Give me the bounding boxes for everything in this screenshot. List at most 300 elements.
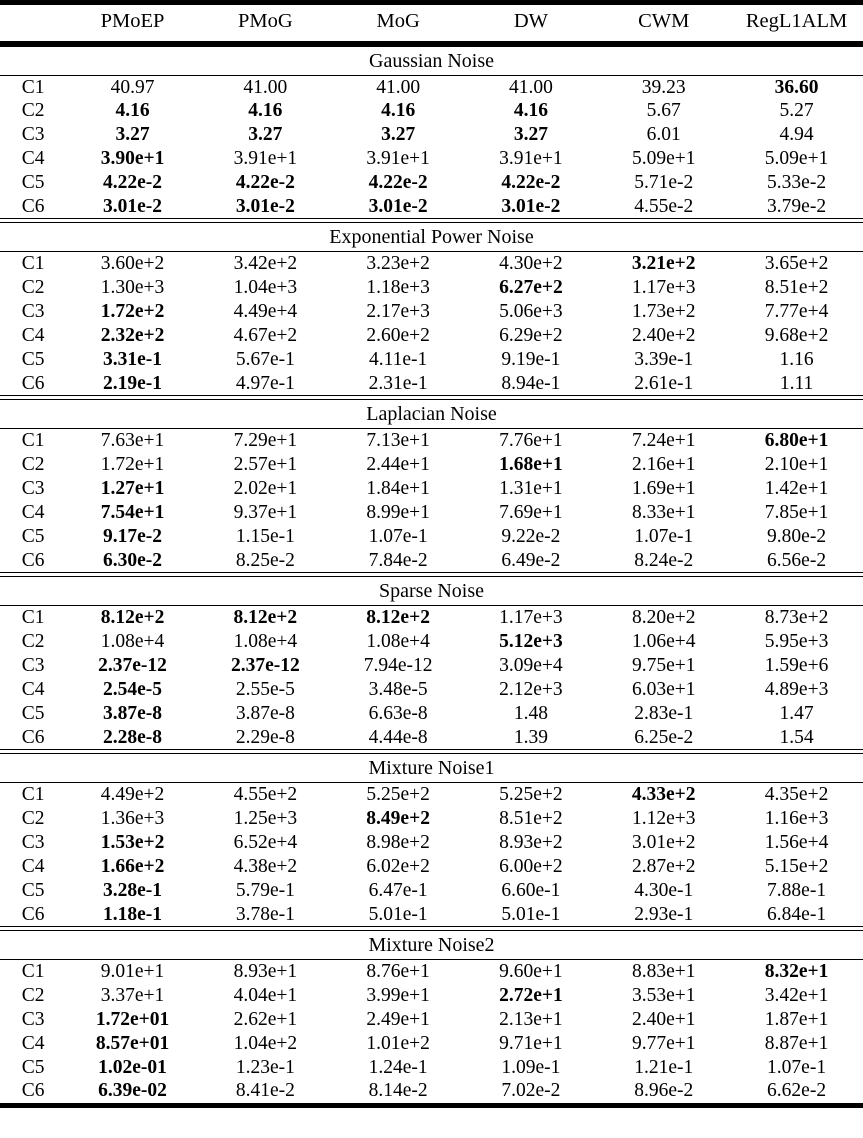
cell-c2-regl1alm: 8.51e+2: [764, 277, 829, 299]
cell-c6-regl1alm: 6.84e-1: [767, 903, 827, 925]
cell-c5-pmoep: 3.28e-1: [103, 879, 163, 901]
cell-c1-regl1alm: 4.35e+2: [764, 784, 829, 806]
cell-c6-cwm: 2.93e-1: [634, 903, 694, 925]
table-row: [0, 276, 863, 300]
cell-c2-pmog: 4.04e+1: [233, 985, 298, 1007]
cell-c3-regl1alm: 7.77e+4: [764, 301, 829, 323]
cell-c2-mog: 2.44e+1: [366, 454, 430, 476]
section-title-row: [0, 754, 863, 783]
cell-c6-dw: 7.02e-2: [501, 1080, 561, 1102]
cell-c6-cwm: 6.25e-2: [634, 726, 694, 748]
cell-c2-pmoep: 1.36e+3: [100, 808, 165, 830]
cell-c3-cwm: 1.69e+1: [631, 478, 696, 500]
cell-c3-pmog: 2.37e-12: [230, 655, 300, 677]
cell-c3-dw: 1.31e+1: [499, 478, 563, 500]
cell-c6-regl1alm: 1.54: [779, 726, 814, 748]
cell-c1-dw: 4.30e+2: [499, 253, 563, 275]
table-row: [0, 855, 863, 879]
cell-c5-regl1alm: 7.88e-1: [767, 879, 827, 901]
cell-c2-mog: 1.18e+3: [366, 277, 430, 299]
cell-c4-dw: 6.29e+2: [499, 324, 563, 346]
section-title-exponential-power-noise: Exponential Power Noise: [329, 226, 534, 249]
cell-c6-pmoep: 6.39e-02: [98, 1080, 167, 1102]
table-row: [0, 76, 863, 100]
cell-c4-mog: 8.99e+1: [366, 501, 430, 523]
row-label-c3: C3: [21, 124, 45, 146]
cell-c2-pmog: 1.04e+3: [233, 277, 298, 299]
section-title-gaussian-noise: Gaussian Noise: [369, 49, 494, 72]
cell-c1-pmog: 3.42e+2: [233, 253, 298, 275]
row-label-c2: C2: [21, 631, 45, 653]
cell-c6-cwm: 2.61e-1: [634, 372, 694, 394]
cell-c4-cwm: 9.77e+1: [631, 1032, 696, 1054]
cell-c5-dw: 9.19e-1: [501, 348, 561, 370]
cell-c5-regl1alm: 1.07e-1: [767, 1056, 827, 1078]
section-title-row: [0, 223, 863, 252]
cell-c1-pmog: 7.29e+1: [233, 430, 298, 452]
cell-c4-pmog: 4.38e+2: [233, 855, 298, 877]
cell-c5-regl1alm: 9.80e-2: [767, 525, 827, 547]
cell-c6-pmog: 2.29e-8: [235, 726, 295, 748]
row-label-c6: C6: [21, 903, 45, 925]
cell-c4-pmog: 4.67e+2: [233, 324, 298, 346]
table-row: [0, 372, 863, 396]
cell-c5-dw: 1.48: [513, 702, 548, 724]
cell-c6-pmog: 4.97e-1: [235, 372, 295, 394]
row-label-c5: C5: [21, 525, 45, 547]
row-label-c3: C3: [21, 655, 45, 677]
table-row: [0, 348, 863, 372]
table-row: [0, 1008, 863, 1032]
cell-c6-regl1alm: 6.62e-2: [767, 1080, 827, 1102]
cell-c4-pmoep: 8.57e+01: [95, 1032, 170, 1054]
cell-c3-mog: 2.49e+1: [366, 1009, 430, 1030]
cell-c6-mog: 5.01e-1: [368, 903, 428, 925]
table-row: [0, 501, 863, 525]
cell-c1-cwm: 8.20e+2: [631, 607, 696, 629]
cell-c6-pmoep: 1.18e-1: [103, 903, 163, 925]
cell-c1-pmog: 8.93e+1: [233, 961, 298, 983]
cell-c4-pmoep: 3.90e+1: [100, 147, 165, 169]
cell-c6-cwm: 8.24e-2: [634, 549, 694, 571]
column-header-regl1alm: RegL1ALM: [745, 10, 848, 32]
cell-c5-cwm: 1.21e-1: [634, 1056, 694, 1078]
cell-c6-mog: 7.84e-2: [368, 549, 428, 571]
cell-c5-cwm: 2.83e-1: [634, 702, 694, 724]
cell-c6-pmoep: 3.01e-2: [103, 195, 163, 217]
cell-c6-mog: 2.31e-1: [368, 372, 428, 394]
cell-c3-pmoep: 1.72e+01: [95, 1009, 170, 1030]
cell-c6-dw: 6.49e-2: [501, 549, 561, 571]
cell-c1-cwm: 8.83e+1: [631, 961, 696, 983]
row-label-c6: C6: [21, 726, 45, 748]
cell-c2-regl1alm: 5.95e+3: [764, 631, 829, 653]
cell-c5-pmog: 4.22e-2: [235, 171, 295, 193]
row-label-c3: C3: [21, 478, 45, 500]
cell-c5-regl1alm: 1.47: [779, 702, 814, 724]
cell-c6-pmog: 8.25e-2: [235, 549, 295, 571]
cell-c4-dw: 3.91e+1: [499, 147, 563, 169]
cell-c1-pmog: 4.55e+2: [233, 784, 298, 806]
cell-c3-pmoep: 1.27e+1: [100, 478, 165, 500]
row-label-c4: C4: [21, 501, 45, 523]
cell-c1-regl1alm: 3.65e+2: [764, 253, 829, 275]
cell-c1-cwm: 3.21e+2: [631, 253, 696, 275]
cell-c4-cwm: 6.03e+1: [631, 678, 696, 700]
cell-c6-dw: 1.39: [513, 726, 548, 748]
cell-c4-dw: 9.71e+1: [499, 1032, 563, 1054]
table-row: [0, 429, 863, 453]
cell-c2-pmoep: 1.08e+4: [100, 631, 165, 653]
cell-c1-pmoep: 9.01e+1: [100, 961, 165, 983]
cell-c4-regl1alm: 4.89e+3: [764, 678, 829, 700]
cell-c4-mog: 2.60e+2: [366, 324, 430, 346]
cell-c2-dw: 1.68e+1: [499, 454, 563, 476]
table-row: [0, 630, 863, 654]
cell-c5-pmog: 5.79e-1: [235, 879, 295, 901]
cell-c5-dw: 4.22e-2: [501, 171, 561, 193]
section-title-sparse-noise: Sparse Noise: [379, 580, 484, 603]
cell-c1-pmoep: 4.49e+2: [100, 784, 165, 806]
table-row: [0, 453, 863, 477]
cell-c4-mog: 3.48e-5: [368, 678, 428, 700]
cell-c5-pmog: 5.67e-1: [235, 348, 295, 370]
row-label-c4: C4: [21, 147, 45, 169]
cell-c5-mog: 4.11e-1: [368, 348, 428, 370]
table-row: [0, 477, 863, 501]
cell-c4-dw: 2.12e+3: [499, 678, 563, 700]
table-row: [0, 984, 863, 1008]
row-label-c1: C1: [21, 430, 45, 452]
row-label-c2: C2: [21, 454, 45, 476]
row-label-c1: C1: [21, 961, 45, 983]
cell-c5-pmoep: 4.22e-2: [103, 171, 163, 193]
cell-c3-cwm: 6.01: [646, 124, 681, 146]
cell-c3-cwm: 1.73e+2: [631, 301, 696, 323]
cell-c6-cwm: 4.55e-2: [634, 195, 694, 217]
cell-c4-mog: 6.02e+2: [366, 855, 430, 877]
cell-c4-pmoep: 1.66e+2: [100, 855, 165, 877]
cell-c2-cwm: 5.67: [646, 100, 681, 122]
cell-c1-pmoep: 3.60e+2: [100, 253, 165, 275]
cell-c2-pmoep: 1.72e+1: [100, 454, 165, 476]
cell-c3-dw: 8.93e+2: [499, 832, 563, 854]
cell-c2-regl1alm: 2.10e+1: [764, 454, 829, 476]
cell-c3-pmog: 2.62e+1: [233, 1009, 298, 1030]
cell-c2-pmog: 2.57e+1: [233, 454, 298, 476]
cell-c5-cwm: 4.30e-1: [634, 879, 694, 901]
cell-c6-dw: 8.94e-1: [501, 372, 561, 394]
cell-c2-pmog: 4.16: [248, 100, 283, 122]
table-row: [0, 1056, 863, 1080]
cell-c5-cwm: 1.07e-1: [634, 525, 694, 547]
cell-c5-mog: 1.07e-1: [368, 525, 428, 547]
cell-c3-regl1alm: 1.87e+1: [764, 1009, 829, 1030]
cell-c4-pmoep: 7.54e+1: [100, 501, 165, 523]
cell-c1-cwm: 7.24e+1: [631, 430, 696, 452]
cell-c6-dw: 3.01e-2: [501, 195, 561, 217]
cell-c5-cwm: 3.39e-1: [634, 348, 694, 370]
cell-c2-mog: 3.99e+1: [366, 985, 430, 1007]
row-label-c4: C4: [21, 678, 45, 700]
cell-c6-dw: 5.01e-1: [501, 903, 561, 925]
cell-c2-pmoep: 1.30e+3: [100, 277, 165, 299]
row-label-c2: C2: [21, 985, 45, 1007]
cell-c4-cwm: 2.40e+2: [631, 324, 696, 346]
cell-c4-pmog: 9.37e+1: [233, 501, 298, 523]
cell-c5-pmog: 1.23e-1: [235, 1056, 295, 1078]
cell-c1-regl1alm: 8.32e+1: [764, 961, 829, 983]
cell-c1-regl1alm: 6.80e+1: [764, 430, 829, 452]
cell-c5-pmog: 1.15e-1: [235, 525, 295, 547]
cell-c5-mog: 6.47e-1: [368, 879, 428, 901]
cell-c4-regl1alm: 8.87e+1: [764, 1032, 829, 1054]
cell-c4-regl1alm: 5.15e+2: [764, 855, 829, 877]
table-row: [0, 807, 863, 831]
table-row: [0, 252, 863, 276]
table-row: [0, 702, 863, 726]
cell-c6-regl1alm: 1.11: [779, 372, 814, 394]
column-header-dw: DW: [513, 10, 548, 32]
cell-c2-mog: 1.08e+4: [366, 631, 430, 653]
table-header-row: [0, 5, 863, 44]
cell-c1-dw: 7.76e+1: [499, 430, 563, 452]
cell-c4-pmog: 3.91e+1: [233, 147, 298, 169]
cell-c6-mog: 4.44e-8: [368, 726, 428, 748]
cell-c2-regl1alm: 5.27: [779, 100, 814, 122]
cell-c5-pmoep: 3.87e-8: [103, 702, 163, 724]
table-row: [0, 654, 863, 678]
cell-c1-mog: 7.13e+1: [366, 430, 430, 452]
cell-c5-dw: 9.22e-2: [501, 525, 561, 547]
cell-c3-pmog: 3.27: [248, 124, 283, 146]
cell-c1-pmoep: 8.12e+2: [100, 607, 165, 629]
table-row: [0, 960, 863, 984]
cell-c4-mog: 1.01e+2: [366, 1032, 430, 1054]
row-label-c6: C6: [21, 195, 45, 217]
cell-c6-pmog: 8.41e-2: [235, 1080, 295, 1102]
cell-c3-pmog: 2.02e+1: [233, 478, 298, 500]
cell-c3-regl1alm: 4.94: [779, 124, 814, 146]
cell-c6-regl1alm: 6.56e-2: [767, 549, 827, 571]
row-label-c5: C5: [21, 702, 45, 724]
cell-c3-mog: 8.98e+2: [366, 832, 430, 854]
cell-c2-cwm: 1.17e+3: [631, 277, 696, 299]
cell-c1-regl1alm: 8.73e+2: [764, 607, 829, 629]
cell-c4-regl1alm: 7.85e+1: [764, 501, 829, 523]
section-title-row: [0, 931, 863, 960]
row-label-c5: C5: [21, 1056, 45, 1078]
cell-c5-pmoep: 1.02e-01: [98, 1056, 167, 1078]
row-label-c4: C4: [21, 324, 45, 346]
cell-c4-pmog: 2.55e-5: [235, 678, 295, 700]
cell-c4-pmog: 1.04e+2: [233, 1032, 298, 1054]
cell-c1-cwm: 39.23: [641, 76, 686, 98]
row-label-c1: C1: [21, 607, 45, 629]
section-title-mixture-noise2: Mixture Noise2: [368, 934, 495, 957]
cell-c2-dw: 2.72e+1: [499, 985, 563, 1007]
cell-c3-dw: 3.09e+4: [499, 655, 563, 677]
table-row: [0, 195, 863, 219]
cell-c3-dw: 3.27: [513, 124, 548, 146]
cell-c3-cwm: 3.01e+2: [631, 832, 696, 854]
cell-c2-pmog: 1.08e+4: [233, 631, 298, 653]
cell-c6-pmoep: 6.30e-2: [103, 549, 163, 571]
cell-c1-mog: 8.12e+2: [366, 607, 430, 629]
cell-c3-mog: 3.27: [381, 124, 416, 146]
cell-c3-regl1alm: 1.56e+4: [764, 832, 829, 854]
table-row: [0, 324, 863, 348]
cell-c3-pmog: 6.52e+4: [233, 832, 298, 854]
cell-c5-mog: 4.22e-2: [368, 171, 428, 193]
table-row: [0, 831, 863, 855]
cell-c2-cwm: 3.53e+1: [631, 985, 696, 1007]
cell-c2-dw: 8.51e+2: [499, 808, 563, 830]
cell-c4-mog: 3.91e+1: [366, 147, 430, 169]
table-bottom-rule: [0, 1106, 863, 1109]
cell-c1-mog: 3.23e+2: [366, 253, 430, 275]
table-row: [0, 726, 863, 750]
cell-c6-pmog: 3.01e-2: [235, 195, 295, 217]
cell-c1-regl1alm: 36.60: [774, 76, 819, 98]
cell-c6-mog: 8.14e-2: [368, 1080, 428, 1102]
cell-c1-mog: 8.76e+1: [366, 961, 430, 983]
cell-c2-dw: 5.12e+3: [499, 631, 563, 653]
cell-c5-dw: 1.09e-1: [501, 1056, 561, 1078]
row-label-c6: C6: [21, 1080, 45, 1102]
cell-c5-pmog: 3.87e-8: [235, 702, 295, 724]
cell-c3-dw: 5.06e+3: [499, 301, 563, 323]
table-row: [0, 525, 863, 549]
table-row: [0, 99, 863, 123]
cell-c5-pmoep: 9.17e-2: [103, 525, 163, 547]
header-corner-cell: [0, 5, 66, 44]
row-label-c4: C4: [21, 855, 45, 877]
column-header-cwm: CWM: [638, 10, 690, 32]
table-row: [0, 147, 863, 171]
row-label-c2: C2: [21, 100, 45, 122]
cell-c2-cwm: 1.06e+4: [631, 631, 696, 653]
cell-c3-pmoep: 3.27: [115, 124, 150, 146]
row-label-c3: C3: [21, 301, 45, 323]
table-row: [0, 1032, 863, 1056]
cell-c1-pmog: 41.00: [243, 76, 288, 98]
table-row: [0, 123, 863, 147]
row-label-c6: C6: [21, 549, 45, 571]
cell-c3-cwm: 9.75e+1: [631, 655, 696, 677]
cell-c1-mog: 5.25e+2: [366, 784, 430, 806]
cell-c1-cwm: 4.33e+2: [631, 784, 696, 806]
row-label-c5: C5: [21, 879, 45, 901]
cell-c4-regl1alm: 5.09e+1: [764, 147, 829, 169]
cell-c3-pmog: 4.49e+4: [233, 301, 298, 323]
cell-c1-dw: 1.17e+3: [499, 607, 563, 629]
cell-c5-mog: 6.63e-8: [368, 702, 428, 724]
row-label-c2: C2: [21, 277, 45, 299]
cell-c3-pmoep: 1.53e+2: [100, 832, 165, 854]
cell-c3-dw: 2.13e+1: [499, 1009, 563, 1030]
section-title-row: [0, 400, 863, 429]
cell-c4-cwm: 5.09e+1: [631, 147, 696, 169]
row-label-c5: C5: [21, 171, 45, 193]
cell-c5-cwm: 5.71e-2: [634, 171, 694, 193]
table-row: [0, 549, 863, 573]
row-label-c2: C2: [21, 808, 45, 830]
cell-c4-regl1alm: 9.68e+2: [764, 324, 829, 346]
cell-c3-mog: 2.17e+3: [366, 301, 430, 323]
cell-c5-mog: 1.24e-1: [368, 1056, 428, 1078]
cell-c1-dw: 41.00: [508, 76, 553, 98]
table-row: [0, 1079, 863, 1105]
row-label-c4: C4: [21, 1032, 45, 1054]
table-row: [0, 678, 863, 702]
cell-c1-pmoep: 7.63e+1: [100, 430, 165, 452]
cell-c2-mog: 4.16: [381, 100, 416, 122]
cell-c1-pmoep: 40.97: [110, 76, 155, 98]
section-title-row: [0, 577, 863, 606]
cell-c1-dw: 9.60e+1: [499, 961, 563, 983]
cell-c2-regl1alm: 3.42e+1: [764, 985, 829, 1007]
cell-c1-pmog: 8.12e+2: [233, 607, 298, 629]
cell-c3-regl1alm: 1.42e+1: [764, 478, 829, 500]
cell-c3-mog: 7.94e-12: [363, 655, 433, 677]
row-label-c5: C5: [21, 348, 45, 370]
cell-c4-dw: 6.00e+2: [499, 855, 563, 877]
cell-c3-cwm: 2.40e+1: [631, 1009, 696, 1030]
cell-c5-regl1alm: 1.16: [779, 348, 814, 370]
cell-c5-pmoep: 3.31e-1: [103, 348, 163, 370]
cell-c2-cwm: 2.16e+1: [631, 454, 696, 476]
section-title-laplacian-noise: Laplacian Noise: [366, 403, 497, 426]
column-header-pmoep: PMoEP: [100, 10, 165, 32]
cell-c2-pmoep: 3.37e+1: [100, 985, 165, 1007]
cell-c2-dw: 6.27e+2: [499, 277, 563, 299]
table-row: [0, 300, 863, 324]
cell-c4-pmoep: 2.54e-5: [103, 678, 163, 700]
cell-c3-mog: 1.84e+1: [366, 478, 430, 500]
table-row: [0, 879, 863, 903]
cell-c6-cwm: 8.96e-2: [634, 1080, 694, 1102]
cell-c6-regl1alm: 3.79e-2: [767, 195, 827, 217]
cell-c3-pmoep: 2.37e-12: [98, 655, 167, 677]
column-header-mog: MoG: [376, 10, 420, 32]
cell-c2-pmoep: 4.16: [115, 100, 150, 122]
row-label-c3: C3: [21, 1009, 45, 1030]
row-label-c1: C1: [21, 784, 45, 806]
cell-c2-cwm: 1.12e+3: [631, 808, 696, 830]
row-label-c3: C3: [21, 832, 45, 854]
cell-c3-regl1alm: 1.59e+6: [764, 655, 829, 677]
cell-c2-dw: 4.16: [513, 100, 548, 122]
row-label-c1: C1: [21, 253, 45, 275]
table-row: [0, 171, 863, 195]
cell-c2-pmog: 1.25e+3: [233, 808, 298, 830]
cell-c4-cwm: 8.33e+1: [631, 501, 696, 523]
cell-c4-pmoep: 2.32e+2: [100, 324, 165, 346]
row-label-c6: C6: [21, 372, 45, 394]
section-title-row: [0, 47, 863, 76]
cell-c3-pmoep: 1.72e+2: [100, 301, 165, 323]
cell-c4-cwm: 2.87e+2: [631, 855, 696, 877]
cell-c6-pmoep: 2.19e-1: [103, 372, 163, 394]
table-row: [0, 783, 863, 807]
cell-c1-dw: 5.25e+2: [499, 784, 563, 806]
column-header-pmog: PMoG: [237, 10, 293, 32]
cell-c6-pmoep: 2.28e-8: [103, 726, 163, 748]
cell-c5-dw: 6.60e-1: [501, 879, 561, 901]
cell-c2-regl1alm: 1.16e+3: [764, 808, 829, 830]
cell-c6-pmog: 3.78e-1: [235, 903, 295, 925]
